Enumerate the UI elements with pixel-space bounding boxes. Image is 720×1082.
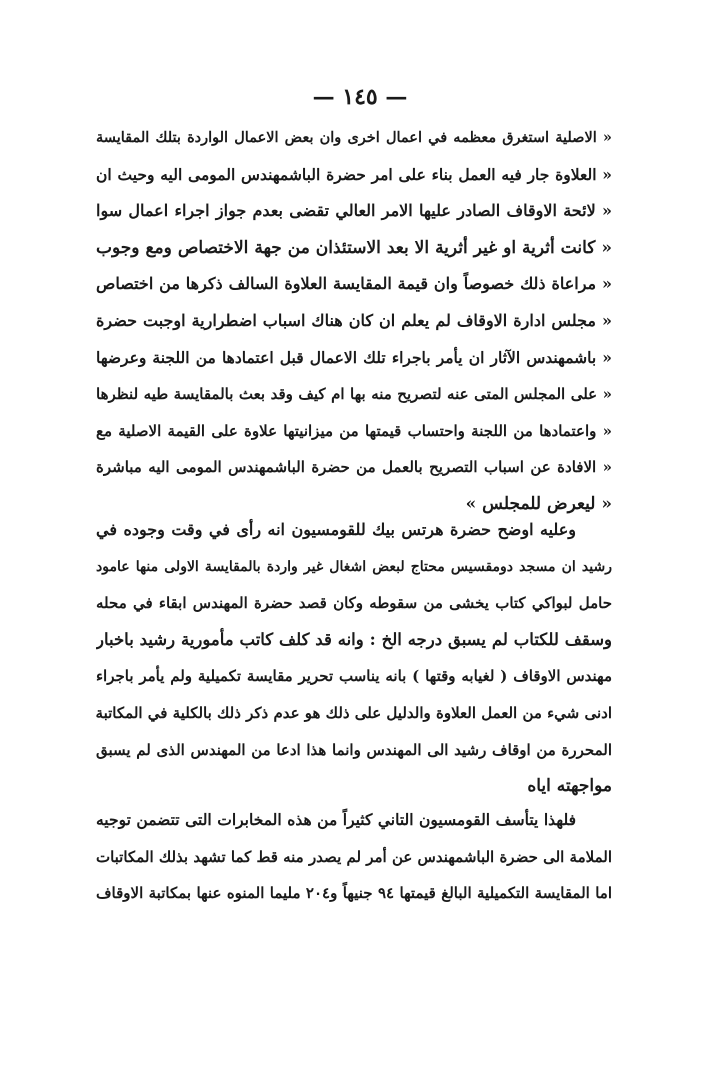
quoted-report-block bbox=[96, 120, 612, 523]
page-number: — ١٤٥ — bbox=[312, 84, 408, 110]
text-line: « ليعرض للمجلس » bbox=[465, 493, 612, 514]
paragraph-commission-regret bbox=[96, 802, 612, 912]
text-line: « باشمهندس الآثار ان يأمر باجراء تلك الاعمال قبل اعتمادها من اللجنة وعرضها bbox=[96, 347, 612, 367]
text-line: فلهذا يتأسف القومسيون التاني كثيراً من هذه المخابرات التى تتضمن توجيه bbox=[96, 810, 576, 829]
text-line: « على المجلس المتى عنه لتصريح منه بها ام كيف وقد بعث بالمقايسة طيه لنظرها bbox=[96, 385, 612, 404]
text-line: الملامة الى حضرة الباشمهندس عن أمر لم يصدر منه قط كما تشهد بذلك المكاتبات bbox=[96, 847, 612, 866]
paragraph-herz-bey bbox=[96, 512, 612, 805]
text-line: « واعتمادها من اللجنة واحتساب قيمتها من ميزانيتها علاوة على القيمة الاصلية مع bbox=[96, 421, 612, 440]
text-line: المحررة من اوقاف رشيد الى المهندس وانما هذا ادعا من المهندس الذى لم يسبق bbox=[96, 740, 612, 759]
text-line: « لائحة الاوقاف الصادر عليها الامر العالي تقضى بعدم جواز اجراء اعمال سوا bbox=[96, 201, 612, 221]
text-line: « الافادة عن اسباب التصريح بالعمل من حضرة الباشمهندس المومى اليه مباشرة bbox=[96, 458, 612, 477]
text-line: اما المقايسة التكميلية البالغ قيمتها ٩٤ جنيهاً و٢٠٤ مليما المنوه عنها بمكاتبة الاوقاف bbox=[96, 884, 612, 903]
text-line: « كانت أثرية او غير أثرية الا بعد الاستئذان من جهة الاختصاص ومع وجوب bbox=[96, 237, 612, 258]
text-line: ادنى شيء من العمل العلاوة والدليل على ذلك هو عدم ذكر ذلك بالكلية في المكاتبة bbox=[96, 703, 612, 722]
text-line: رشيد ان مسجد دومقسيس محتاج لبعض اشغال غير واردة بالمقايسة الاولى منها عامود bbox=[96, 558, 612, 575]
text-line: « مراعاة ذلك خصوصاً وان قيمة المقايسة العلاوة السالف ذكرها من اختصاص bbox=[96, 274, 612, 294]
text-line: حامل لبواكي كتاب يخشى من سقوطه وكان قصد حضرة المهندس ابقاء في محله bbox=[96, 594, 612, 613]
text-line: وسقف للكتاب لم يسبق درجه الخ : وانه قد كلف كاتب مأمورية رشيد باخبار bbox=[96, 629, 612, 649]
text-line: « مجلس ادارة الاوقاف لم يعلم ان كان هناك اسباب اضطرارية اوجبت حضرة bbox=[96, 310, 612, 330]
text-line: مهندس الاوقاف ( لغيابه وقتها ) بانه يناسب تحرير مقايسة تكميلية ولم يأمر باجراء bbox=[96, 667, 612, 686]
text-line: وعليه اوضح حضرة هرتس بيك للقومسيون انه رأى في وقت وجوده في bbox=[96, 520, 576, 539]
text-line: « الاصلية استغرق معظمه في اعمال اخرى وان بعض الاعمال الواردة بتلك المقايسة bbox=[96, 129, 612, 146]
text-line: « العلاوة جار فيه العمل بناء على امر حضرة الباشمهندس المومى اليه وحيث ان bbox=[96, 164, 612, 184]
text-line: مواجهته اياه bbox=[527, 776, 612, 797]
